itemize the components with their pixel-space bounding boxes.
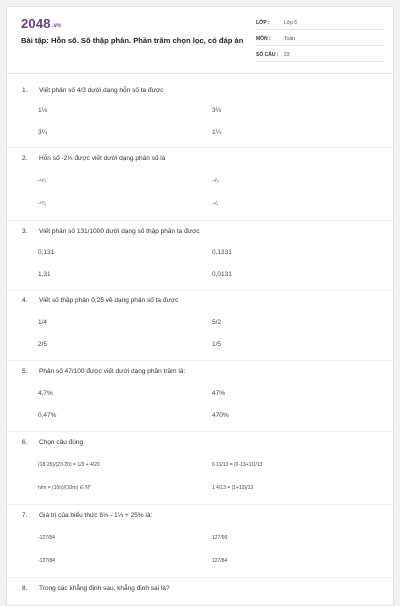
meta-count-label: SỐ CÂU : [256,52,279,58]
option-d[interactable]: 127/84 [212,558,228,564]
option-c[interactable]: n/m = (10n)/(10m) ∈ N* [38,485,91,491]
meta-subject-row [256,34,384,46]
option-c[interactable]: -127/84 [38,558,55,564]
question-3: 3. Viết phân số 131/1000 dưới dạng số thập phân ta được [22,228,200,235]
worksheet-title: Bài tập: Hỗn số. Số thập phân. Phần trăm chọn lọc, có đáp án [21,36,244,45]
option-b[interactable]: 5/2 [212,319,222,326]
option-c[interactable]: 3¼ [38,129,48,136]
option-b[interactable]: 127/99 [212,535,228,541]
worksheet-meta [256,18,384,66]
question-4: 4. Viết số thập phân 0,25 về dạng phân số ta được [22,297,179,304]
question-divider [7,147,393,148]
option-c[interactable]: 2/5 [38,341,48,348]
meta-subject-label: MÔN : [256,36,271,42]
option-d[interactable]: 1 4/13 = (1+13)/13 [212,485,254,491]
option-a[interactable]: 1/4 [38,319,48,326]
question-divider [7,577,393,578]
option-c[interactable]: 1,31 [38,271,51,278]
option-a[interactable]: 0,131 [38,249,55,256]
site-logo[interactable]: 2048.vn [21,16,62,31]
question-divider [7,504,393,505]
option-d[interactable]: 0,0131 [212,271,232,278]
meta-subject-value: Toán [284,36,295,42]
option-b[interactable]: -⁴⁄₃ [212,178,219,184]
question-divider [7,431,393,432]
meta-count-value: 23 [284,52,290,58]
option-b[interactable]: 3⅓ [212,107,222,114]
worksheet-page [6,6,394,606]
option-c[interactable]: -¹⁰⁄₃ [38,201,47,207]
question-2: 2. Hỗn số -2⅓ được viết dưới dạng phân số là [22,155,166,162]
question-5: 5. Phân số 47/100 được viết dưới dạng phần trăm là: [22,368,186,375]
option-c[interactable]: 0,47% [38,412,57,419]
option-a[interactable]: 1⅓ [38,107,48,114]
meta-count-row [256,50,384,62]
meta-class-value: Lớp 6 [284,20,298,26]
option-a[interactable]: 4,7% [38,390,53,397]
question-1: 1. Viết phân số 4/3 dưới dạng hỗn số ta được [22,87,164,94]
option-d[interactable]: 1/5 [212,341,222,348]
header-divider [7,73,393,74]
option-b[interactable]: 6 11/13 = (6·13+11)/13 [212,462,263,468]
option-b[interactable]: 0,1331 [212,249,232,256]
meta-class-row [256,18,384,30]
option-a[interactable]: -²¹⁄₃ [38,178,46,184]
option-d[interactable]: 1¼ [212,129,222,136]
question-divider [7,220,393,221]
meta-class-label: LỚP : [256,20,270,26]
option-a[interactable]: -127/84 [38,535,55,541]
question-divider [7,360,393,361]
question-6: 6. Chọn câu đúng [22,439,84,446]
question-8: 8. Trong các khẳng định sau, khẳng định sai là? [22,585,170,592]
worksheet-header [7,7,393,71]
option-a[interactable]: (18·25)/(23·20) = 1/3 + 4/20 [38,462,100,468]
option-d[interactable]: -⁷⁄₃ [212,201,219,207]
option-d[interactable]: 470% [212,412,229,419]
question-7: 7. Giá trị của biểu thức 8⅓ - 1⅓ + 25% là: [22,512,153,519]
option-b[interactable]: 47% [212,390,226,397]
question-divider [7,290,393,291]
